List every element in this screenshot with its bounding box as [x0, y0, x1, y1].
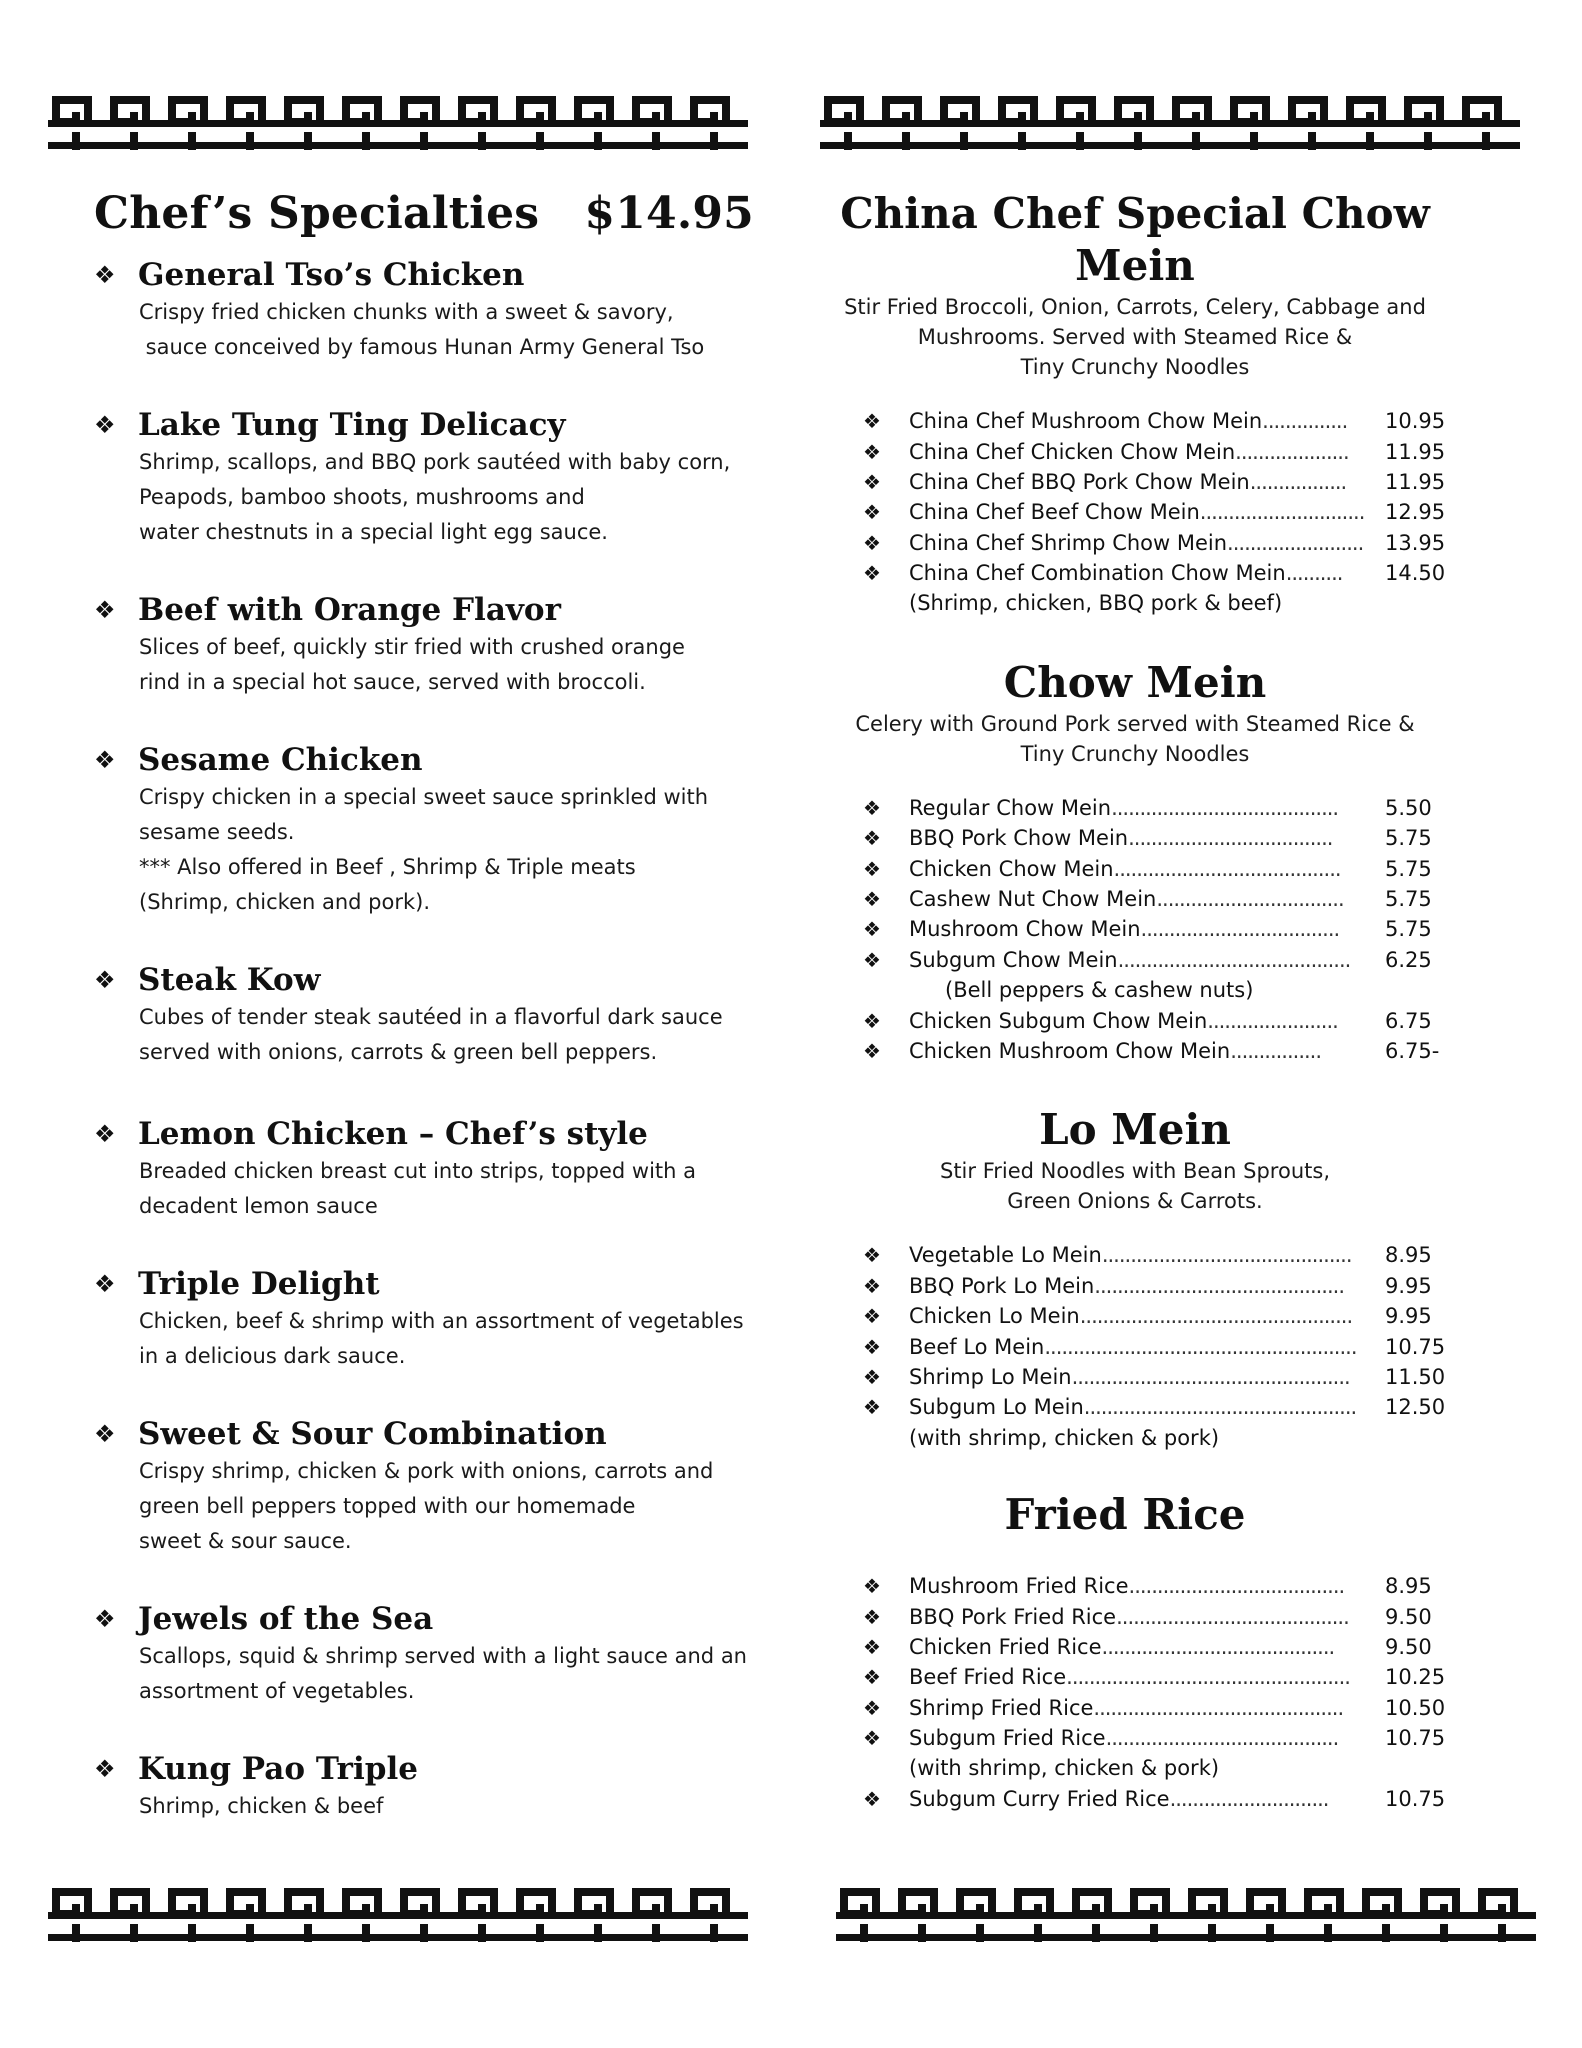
chefs-specialties-section	[94, 188, 774, 1824]
dot-leader: ....................................	[1128, 826, 1333, 851]
specialty-item	[94, 1749, 774, 1824]
specialty-name: ❖ Beef with Orange Flavor	[94, 592, 561, 628]
menu-item-name: Mushroom Chow Mein	[909, 917, 1141, 942]
diamond-bullet-icon: ❖	[94, 1270, 116, 1298]
menu-item-price: 14.50	[1385, 561, 1446, 586]
menu-item-row	[815, 528, 1455, 558]
chow-mein-section	[815, 657, 1455, 1067]
menu-item-name: China Chef Shrimp Chow Mein	[909, 530, 1228, 555]
specialty-description: green bell peppers topped with our homemade	[139, 1494, 636, 1518]
menu-item-row	[815, 497, 1455, 527]
specialty-item	[94, 960, 774, 1070]
menu-item-price: 6.75	[1385, 1008, 1432, 1033]
menu-item-row	[815, 1240, 1455, 1270]
menu-item-name: Subgum Lo Mein	[909, 1395, 1084, 1420]
specialty-description: (Shrimp, chicken and pork).	[139, 890, 431, 914]
menu-item-note: (with shrimp, chicken & pork)	[909, 1756, 1220, 1781]
menu-item-name: Shrimp Lo Mein	[909, 1365, 1072, 1389]
menu-item-name: Cashew Nut Chow Mein	[909, 887, 1157, 912]
diamond-bullet-icon: ❖	[94, 1755, 116, 1783]
diamond-bullet-icon: ❖	[863, 917, 881, 942]
dot-leader: ...................................	[1140, 917, 1340, 942]
specialties-title: Chef’s Specialties	[94, 188, 540, 239]
diamond-bullet-icon: ❖	[94, 261, 116, 289]
menu-item-price: 11.95	[1385, 469, 1446, 494]
menu-item-price: 10.75	[1385, 1786, 1446, 1811]
menu-item-name: Chicken Mushroom Chow Mein	[909, 1039, 1231, 1064]
diamond-bullet-icon: ❖	[863, 856, 881, 881]
menu-item-note: (Bell peppers & cashew nuts)	[945, 978, 1254, 1003]
diamond-bullet-icon: ❖	[863, 1726, 881, 1751]
specialty-name: ❖ Triple Delight	[94, 1266, 380, 1302]
menu-item-name: Mushroom Fried Rice	[909, 1574, 1129, 1599]
menu-item-name: Subgum Fried Rice	[909, 1726, 1106, 1751]
diamond-bullet-icon: ❖	[94, 966, 116, 994]
menu-item-name: Chicken Fried Rice	[909, 1634, 1102, 1659]
menu-item-row	[815, 1362, 1455, 1392]
menu-item-name: Subgum Curry Fried Rice	[909, 1786, 1170, 1811]
menu-item-row	[815, 1271, 1455, 1301]
diamond-bullet-icon: ❖	[863, 1304, 881, 1329]
menu-item-row	[815, 1693, 1455, 1723]
menu-item-price: 8.95	[1385, 1574, 1432, 1599]
diamond-bullet-icon: ❖	[94, 1605, 116, 1633]
menu-item-name: BBQ Pork Fried Rice	[909, 1604, 1117, 1629]
menu-item-row	[815, 1632, 1455, 1662]
menu-item-name: Chicken Chow Mein	[909, 856, 1114, 881]
fried-rice-list	[815, 1571, 1455, 1814]
menu-item-price: 10.25	[1385, 1665, 1446, 1690]
specialty-name: ❖ Jewels of the Sea	[94, 1601, 434, 1637]
menu-item-row	[815, 854, 1455, 884]
special-chow-mein-title: China Chef Special Chow Mein	[840, 189, 1430, 290]
specialty-description: Breaded chicken breast cut into strips, topped with a	[139, 1159, 697, 1183]
greek-key-pattern-icon	[820, 92, 1520, 154]
menu-item-price: 12.50	[1385, 1395, 1446, 1420]
dot-leader: ................	[1230, 1039, 1322, 1064]
specialty-item	[94, 1414, 774, 1559]
specialty-item	[94, 1599, 774, 1709]
dot-leader: .................................	[1156, 887, 1344, 912]
menu-item-name: China Chef Beef Chow Mein	[909, 500, 1200, 525]
dot-leader: ......................................	[1128, 1574, 1345, 1599]
diamond-bullet-icon: ❖	[863, 500, 881, 525]
specialties-header	[94, 188, 754, 239]
dot-leader: ..................................................	[1066, 1665, 1350, 1690]
menu-item-price: 11.50	[1385, 1365, 1446, 1389]
menu-item-row	[815, 558, 1455, 588]
decorative-border-bottom-right	[836, 1884, 1536, 1946]
special-chow-mein-desc: Stir Fried Broccoli, Onion, Carrots, Celery, Cabbage and Mushrooms. Served with Steamed Rice & Tiny Crunchy Noodles	[844, 295, 1426, 379]
chow-mein-title: Chow Mein	[1003, 657, 1267, 707]
specialty-item	[94, 590, 774, 700]
dot-leader: .........................................	[1105, 1726, 1339, 1751]
fried-rice-title: Fried Rice	[1004, 1489, 1246, 1539]
specialty-description: sweet & sour sauce.	[139, 1529, 352, 1553]
diamond-bullet-icon: ❖	[863, 1786, 881, 1811]
diamond-bullet-icon: ❖	[863, 1395, 881, 1420]
menu-item-row	[815, 914, 1455, 944]
specialty-description: Scallops, squid & shrimp served with a light sauce and an	[139, 1644, 747, 1668]
specialty-item	[94, 1114, 774, 1224]
menu-item-price: 5.50	[1385, 795, 1432, 820]
dot-leader: ........................................	[1111, 795, 1339, 820]
specialties-list	[94, 255, 774, 1824]
dot-leader: ............................................	[1094, 1273, 1345, 1298]
menu-item-name: Vegetable Lo Mein	[909, 1243, 1102, 1268]
right-menu-column	[815, 188, 1455, 1814]
specialty-description: Slices of beef, quickly stir fried with crushed orange	[139, 635, 685, 659]
dot-leader: ........................................	[1113, 856, 1341, 881]
special-chow-mein-list	[815, 406, 1455, 619]
specialty-description: decadent lemon sauce	[139, 1194, 378, 1218]
menu-item-name: China Chef Chicken Chow Mein	[909, 439, 1236, 464]
dot-leader: .........................................	[1116, 1604, 1349, 1629]
specialty-name: ❖ Sweet & Sour Combination	[94, 1416, 607, 1452]
menu-item-row	[815, 467, 1455, 497]
specialty-item	[94, 405, 774, 550]
menu-item-price: 12.95	[1385, 500, 1446, 525]
dot-leader: ................................................	[1079, 1304, 1353, 1329]
menu-item-name: Chicken Lo Mein	[909, 1304, 1080, 1329]
decorative-border-bottom-left	[48, 1884, 748, 1946]
menu-item-price: 11.95	[1385, 439, 1446, 464]
menu-item-name: China Chef Mushroom Chow Mein	[909, 409, 1263, 434]
dot-leader: ...............	[1262, 409, 1348, 434]
dot-leader: ............................	[1169, 1786, 1329, 1811]
menu-item-row	[815, 1301, 1455, 1331]
decorative-border-top-right	[820, 92, 1520, 154]
specialty-description: served with onions, carrots & green bell peppers.	[139, 1040, 658, 1064]
menu-item-price: 10.75	[1385, 1726, 1446, 1751]
specialty-description: Crispy chicken in a special sweet sauce sprinkled with	[139, 785, 709, 809]
special-chow-mein-section	[815, 188, 1455, 619]
menu-item-price: 5.75	[1385, 856, 1432, 881]
menu-item-row	[815, 793, 1455, 823]
diamond-bullet-icon: ❖	[863, 530, 881, 555]
diamond-bullet-icon: ❖	[863, 1634, 881, 1659]
menu-item-price: 10.95	[1385, 409, 1446, 434]
menu-item-row	[815, 1784, 1455, 1814]
specialty-description: sesame seeds.	[139, 820, 295, 844]
specialty-name: ❖ Steak Kow	[94, 962, 321, 998]
greek-key-pattern-icon	[836, 1884, 1536, 1946]
menu-item-name: China Chef Combination Chow Mein	[909, 561, 1286, 586]
menu-item-price: 9.95	[1385, 1304, 1432, 1329]
dot-leader: ............................................	[1101, 1243, 1352, 1268]
menu-item-name: Chicken Subgum Chow Mein	[909, 1008, 1208, 1033]
diamond-bullet-icon: ❖	[863, 1695, 881, 1720]
menu-item-price: 9.50	[1385, 1634, 1432, 1659]
dot-leader: .......................................................	[1044, 1334, 1357, 1359]
specialty-name: ❖ Kung Pao Triple	[94, 1751, 418, 1787]
dot-leader: ....................	[1235, 439, 1349, 464]
menu-item-note: (Shrimp, chicken, BBQ pork & beef)	[909, 591, 1283, 616]
menu-item-name: Beef Lo Mein	[909, 1334, 1045, 1359]
dot-leader: ................................................	[1083, 1395, 1357, 1420]
specialty-description: Shrimp, scallops, and BBQ pork sautéed with baby corn,	[139, 450, 731, 474]
specialty-name: ❖ Lemon Chicken – Chef’s style	[94, 1116, 648, 1152]
diamond-bullet-icon: ❖	[863, 887, 881, 912]
diamond-bullet-icon: ❖	[863, 469, 881, 494]
diamond-bullet-icon: ❖	[863, 561, 881, 586]
specialties-price: $14.95	[584, 188, 754, 239]
menu-item-note: (with shrimp, chicken & pork)	[909, 1425, 1220, 1450]
fried-rice-section	[815, 1489, 1455, 1814]
specialty-item	[94, 740, 774, 920]
dot-leader: .........................................	[1117, 947, 1351, 972]
specialty-description: rind in a special hot sauce, served with broccoli.	[139, 670, 646, 694]
diamond-bullet-icon: ❖	[863, 1039, 881, 1064]
diamond-bullet-icon: ❖	[863, 826, 881, 851]
diamond-bullet-icon: ❖	[863, 1334, 881, 1359]
diamond-bullet-icon: ❖	[863, 795, 881, 820]
menu-item-name: Subgum Chow Mein	[909, 947, 1118, 972]
dot-leader: .......................	[1207, 1008, 1338, 1033]
diamond-bullet-icon: ❖	[863, 1243, 881, 1268]
diamond-bullet-icon: ❖	[863, 1365, 881, 1389]
menu-item-name: Shrimp Fried Rice	[909, 1695, 1094, 1720]
menu-item-price: 6.75-	[1385, 1039, 1440, 1064]
diamond-bullet-icon: ❖	[863, 947, 881, 972]
menu-item-price: 9.50	[1385, 1604, 1432, 1629]
specialty-description: water chestnuts in a special light egg sauce.	[139, 520, 608, 544]
diamond-bullet-icon: ❖	[94, 1120, 116, 1148]
menu-item-name: Regular Chow Mein	[909, 795, 1112, 820]
dot-leader: .............................	[1199, 500, 1365, 525]
specialty-description: Crispy fried chicken chunks with a sweet & savory,	[139, 300, 674, 324]
menu-item-row	[815, 1662, 1455, 1692]
menu-item-row	[815, 1005, 1455, 1035]
diamond-bullet-icon: ❖	[863, 1604, 881, 1629]
menu-item-row	[815, 1601, 1455, 1631]
diamond-bullet-icon: ❖	[863, 409, 881, 434]
greek-key-pattern-icon	[48, 1884, 748, 1946]
menu-item-row	[815, 1036, 1455, 1066]
diamond-bullet-icon: ❖	[863, 1273, 881, 1298]
menu-item-row	[815, 1392, 1455, 1422]
menu-item-row	[815, 823, 1455, 853]
specialty-description: in a delicious dark sauce.	[139, 1344, 406, 1368]
dot-leader: ........................	[1227, 530, 1364, 555]
diamond-bullet-icon: ❖	[94, 746, 116, 774]
greek-key-pattern-icon	[48, 92, 748, 154]
diamond-bullet-icon: ❖	[863, 439, 881, 464]
menu-item-row	[815, 406, 1455, 436]
diamond-bullet-icon: ❖	[94, 596, 116, 624]
diamond-bullet-icon: ❖	[863, 1665, 881, 1690]
menu-item-name: BBQ Pork Chow Mein	[909, 826, 1129, 851]
dot-leader: ............................................	[1093, 1695, 1344, 1720]
menu-item-price: 10.75	[1385, 1334, 1446, 1359]
menu-item-price: 10.50	[1385, 1695, 1446, 1720]
menu-item-price: 5.75	[1385, 887, 1432, 912]
menu-item-row	[815, 1571, 1455, 1601]
dot-leader: .................................................	[1071, 1365, 1350, 1389]
chow-mein-list	[815, 793, 1455, 1067]
specialty-description: Peapods, bamboo shoots, mushrooms and	[139, 485, 585, 509]
menu-item-price: 13.95	[1385, 530, 1446, 555]
menu-item-name: Beef Fried Rice	[909, 1665, 1067, 1690]
specialty-description: Cubes of tender steak sautéed in a flavorful dark sauce	[139, 1005, 723, 1029]
dot-leader: ..........	[1285, 561, 1343, 586]
specialty-name: ❖ General Tso’s Chicken	[94, 257, 525, 293]
lo-mein-section	[815, 1104, 1455, 1453]
specialty-description: *** Also offered in Beef , Shrimp & Triple meats	[139, 855, 636, 879]
lo-mein-title: Lo Mein	[1039, 1105, 1231, 1155]
specialty-item	[94, 255, 774, 365]
menu-item-price: 5.75	[1385, 826, 1432, 851]
dot-leader: .................	[1249, 469, 1347, 494]
diamond-bullet-icon: ❖	[863, 1008, 881, 1033]
decorative-border-top-left	[48, 92, 748, 154]
lo-mein-desc: Stir Fried Noodles with Bean Sprouts, Green Onions & Carrots.	[939, 1159, 1330, 1214]
specialty-description: Chicken, beef & shrimp with an assortment of vegetables	[139, 1309, 744, 1333]
menu-item-row	[815, 436, 1455, 466]
diamond-bullet-icon: ❖	[863, 1574, 881, 1599]
menu-item-row	[815, 1723, 1455, 1753]
menu-item-price: 9.95	[1385, 1273, 1432, 1298]
specialty-description: Shrimp, chicken & beef	[139, 1794, 384, 1818]
menu-item-price: 8.95	[1385, 1243, 1432, 1268]
lo-mein-list	[815, 1240, 1455, 1453]
menu-item-row	[815, 945, 1455, 975]
specialty-description: assortment of vegetables.	[139, 1679, 415, 1703]
menu-item-row	[815, 1331, 1455, 1361]
specialty-item	[94, 1264, 774, 1374]
diamond-bullet-icon: ❖	[94, 1420, 116, 1448]
diamond-bullet-icon: ❖	[94, 411, 116, 439]
menu-item-row	[815, 884, 1455, 914]
menu-item-name: China Chef BBQ Pork Chow Mein	[909, 469, 1250, 494]
specialty-name: ❖ Lake Tung Ting Delicacy	[94, 407, 566, 443]
menu-item-name: BBQ Pork Lo Mein	[909, 1273, 1095, 1298]
specialty-description: sauce conceived by famous Hunan Army General Tso	[139, 335, 705, 359]
specialty-description: Crispy shrimp, chicken & pork with onions, carrots and	[139, 1459, 714, 1483]
menu-item-price: 5.75	[1385, 917, 1432, 942]
menu-item-price: 6.25	[1385, 947, 1432, 972]
specialty-name: ❖ Sesame Chicken	[94, 742, 423, 778]
dot-leader: .........................................	[1101, 1634, 1335, 1659]
chow-mein-desc: Celery with Ground Pork served with Steamed Rice & Tiny Crunchy Noodles	[855, 711, 1415, 766]
